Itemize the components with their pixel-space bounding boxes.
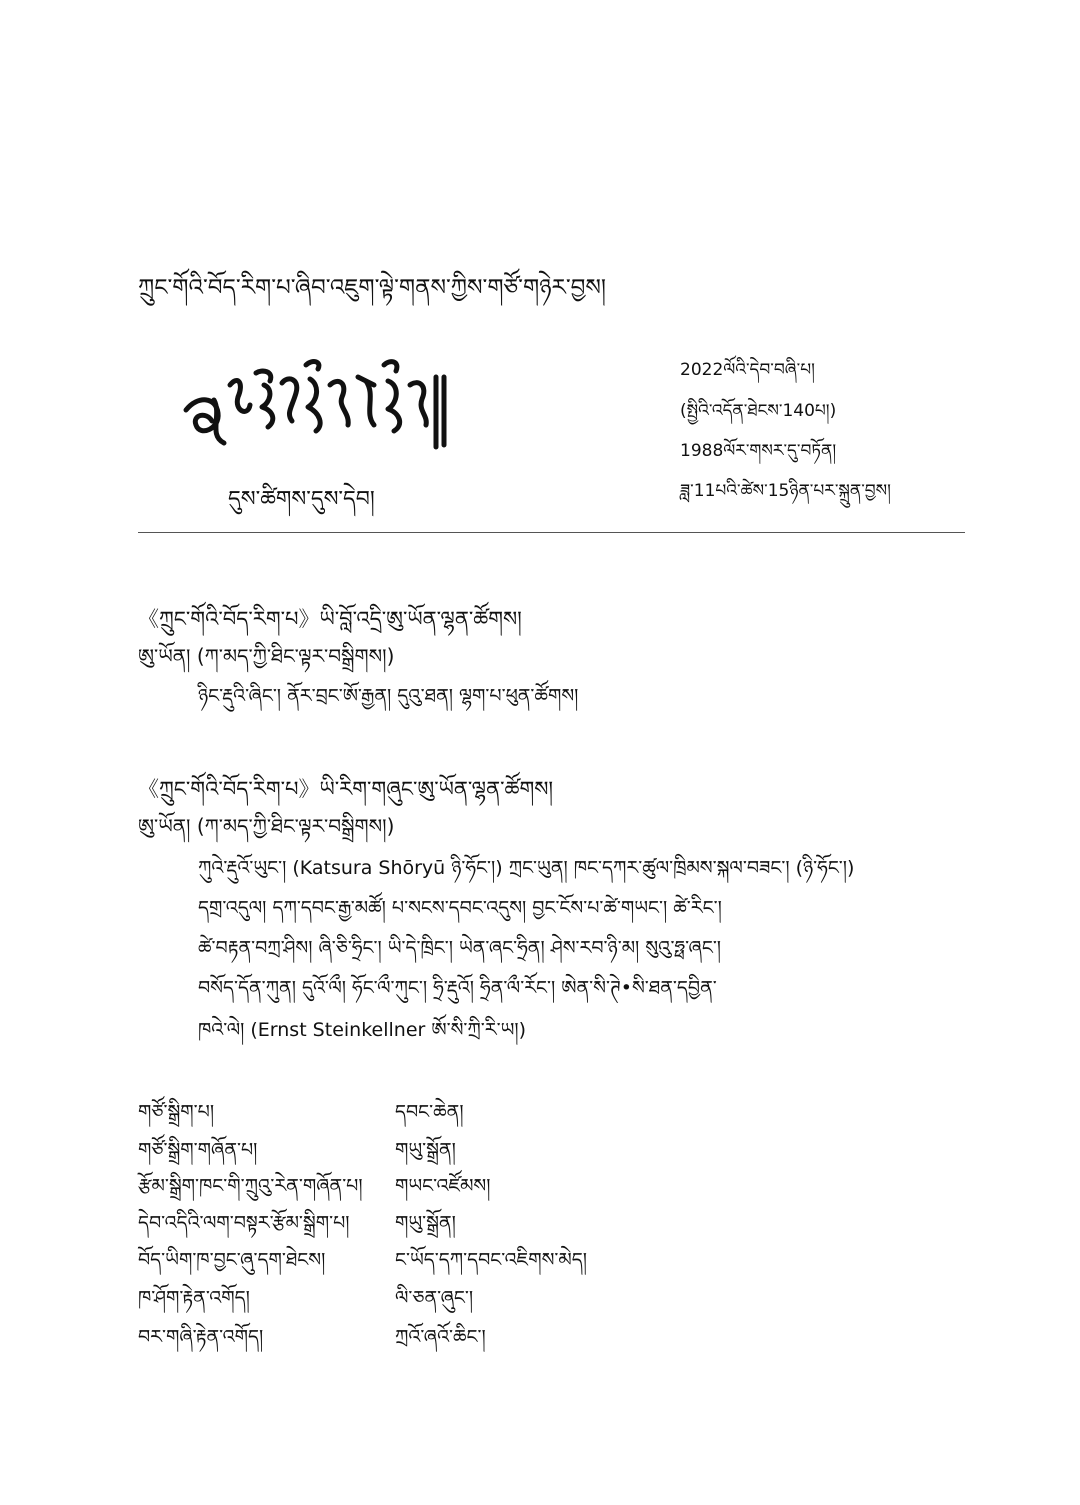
staff-name-executive-editor: གཡུ་སྒྲོན། [395, 1212, 456, 1234]
issue-number: 2022ལོའི་དེབ་བཞི་པ། [680, 360, 815, 380]
header-divider [138, 532, 965, 533]
advisory-members-label: ཨུ་ཡོན། (ཀ་མད་ཀྱི་ཐིང་ལྟར་བསྒྲིགས།) [138, 644, 395, 668]
staff-name-deputy-director: གཡང་འཛོམས། [395, 1175, 491, 1197]
academic-members-line: བསོད་དོན་ཀུན། དུའོ་ལྀ། ཧོང་ལྀ་ཀུང་། ཧྲི་རྡུའོ། ཧྲིན་ལྀ་རོང་། ཨེན་སི་ཊེ•སི་ཐན་དབྱིན་ [198, 977, 717, 999]
founded-year: 1988ལོར་གསར་དུ་བཏོན། [680, 441, 837, 461]
academic-members-line: ཀུའེ་རྡུའོ་ཡུང་། (Katsura Shōryū ཉི་ཧོང་།) ཀྲང་ཡུན། ཁང་དཀར་ཚུལ་ཁྲིམས་སྐལ་བཟང་། (ཉི་ཧོང་།) [198, 857, 855, 879]
staff-role-proofreader: བོད་ཡིག་ཁ་བྱང་ཞུ་དག་ཐེངས། [138, 1249, 326, 1271]
staff-role-editor-in-chief: གཙོ་སྒྲིག་པ། [138, 1101, 215, 1123]
staff-role-cover-design: ཁ་ཤོག་རྟེན་འགོད། [138, 1287, 250, 1309]
staff-name-cover-design: ལི་ཅན་ཞུང་། [395, 1287, 474, 1309]
journal-subtitle: དུས་ཚིགས་དུས་དེབ། [228, 487, 375, 512]
academic-members-line: ཚེ་བརྟན་བཀྲ་ཤིས། ཞི་ཅི་ཧྲིང་། ཡི་དེ་ཁྲིང་། ཡེན་ཞང་ཧྲིན། ཤེས་རབ་ཉི་མ། སུའུ་ཧྥ་ཞང་། [198, 937, 722, 959]
staff-role-executive-editor: དེབ་འདིའི་ལག་བསྟར་རྩོམ་སྒྲིག་པ། [138, 1212, 350, 1234]
staff-role-deputy-editor: གཙོ་སྒྲིག་གཞོན་པ། [138, 1139, 258, 1161]
staff-role-deputy-director: རྩོམ་སྒྲིག་ཁང་གི་ཀྲུའུ་རེན་གཞོན་པ། [138, 1175, 363, 1197]
staff-role-layout-design: བར་གཞི་རྟེན་འགོད། [138, 1326, 264, 1348]
academic-members-label: ཨུ་ཡོན། (ཀ་མད་ཀྱི་ཐིང་ལྟར་བསྒྲིགས།) [138, 814, 395, 838]
academic-members-line: དགྲ་འདུལ། དཀ་དབང་རྒྱ་མཚོ། པ་སངས་དབང་འདུས། བྱང་ངོས་པ་ཚེ་གཡང་། ཚེ་རིང་། [198, 897, 722, 919]
publisher-line: ཀྲུང་གོའི་བོད་རིག་པ་ཞིབ་འཇུག་ལྟེ་གནས་ཀྱིས་གཙོ་གཉེར་བྱས། [138, 275, 607, 301]
publication-date: ཟླ་11པའི་ཚེས་15ཉིན་པར་སྐྲུན་བྱས། [680, 481, 891, 501]
journal-logo [178, 355, 450, 455]
academic-members-line: ཁའེ་ལེ། (Ernst Steinkellner ཨོ་སི་ཀྲི་རི་ཡ།) [198, 1019, 526, 1041]
advisory-members-line: ཉིང་རྡུའི་ཞིང་། ནོར་བྲང་ཨོ་རྒྱན། དུའུ་ཐན། ལྷག་པ་ཕུན་ཚོགས། [198, 685, 579, 707]
advisory-committee-title: 《ཀྲུང་གོའི་བོད་རིག་པ》ཡི་བློ་འདྲི་ཨུ་ཡོན་ལྷན་ཚོགས། [138, 607, 522, 631]
staff-name-proofreader: ང་ཡོད་དཀ་དབང་འཇིགས་མེད། [395, 1249, 587, 1271]
academic-committee-title: 《ཀྲུང་གོའི་བོད་རིག་པ》ཡི་རིག་གཞུང་ཨུ་ཡོན་ལྷན་ཚོགས། [138, 777, 554, 801]
logo-text [178, 455, 179, 456]
calligraphy-logo-image [178, 355, 450, 455]
staff-name-deputy-editor: གཡུ་སྒྲོན། [395, 1139, 456, 1161]
issue-total: (སྤྱིའི་འདོན་ཐེངས་140པ།) [680, 401, 837, 421]
staff-name-editor-in-chief: དབང་ཆེན། [395, 1101, 464, 1123]
staff-name-layout-design: ཀྲའོ་ཞའོ་ཆིང་། [395, 1326, 486, 1348]
